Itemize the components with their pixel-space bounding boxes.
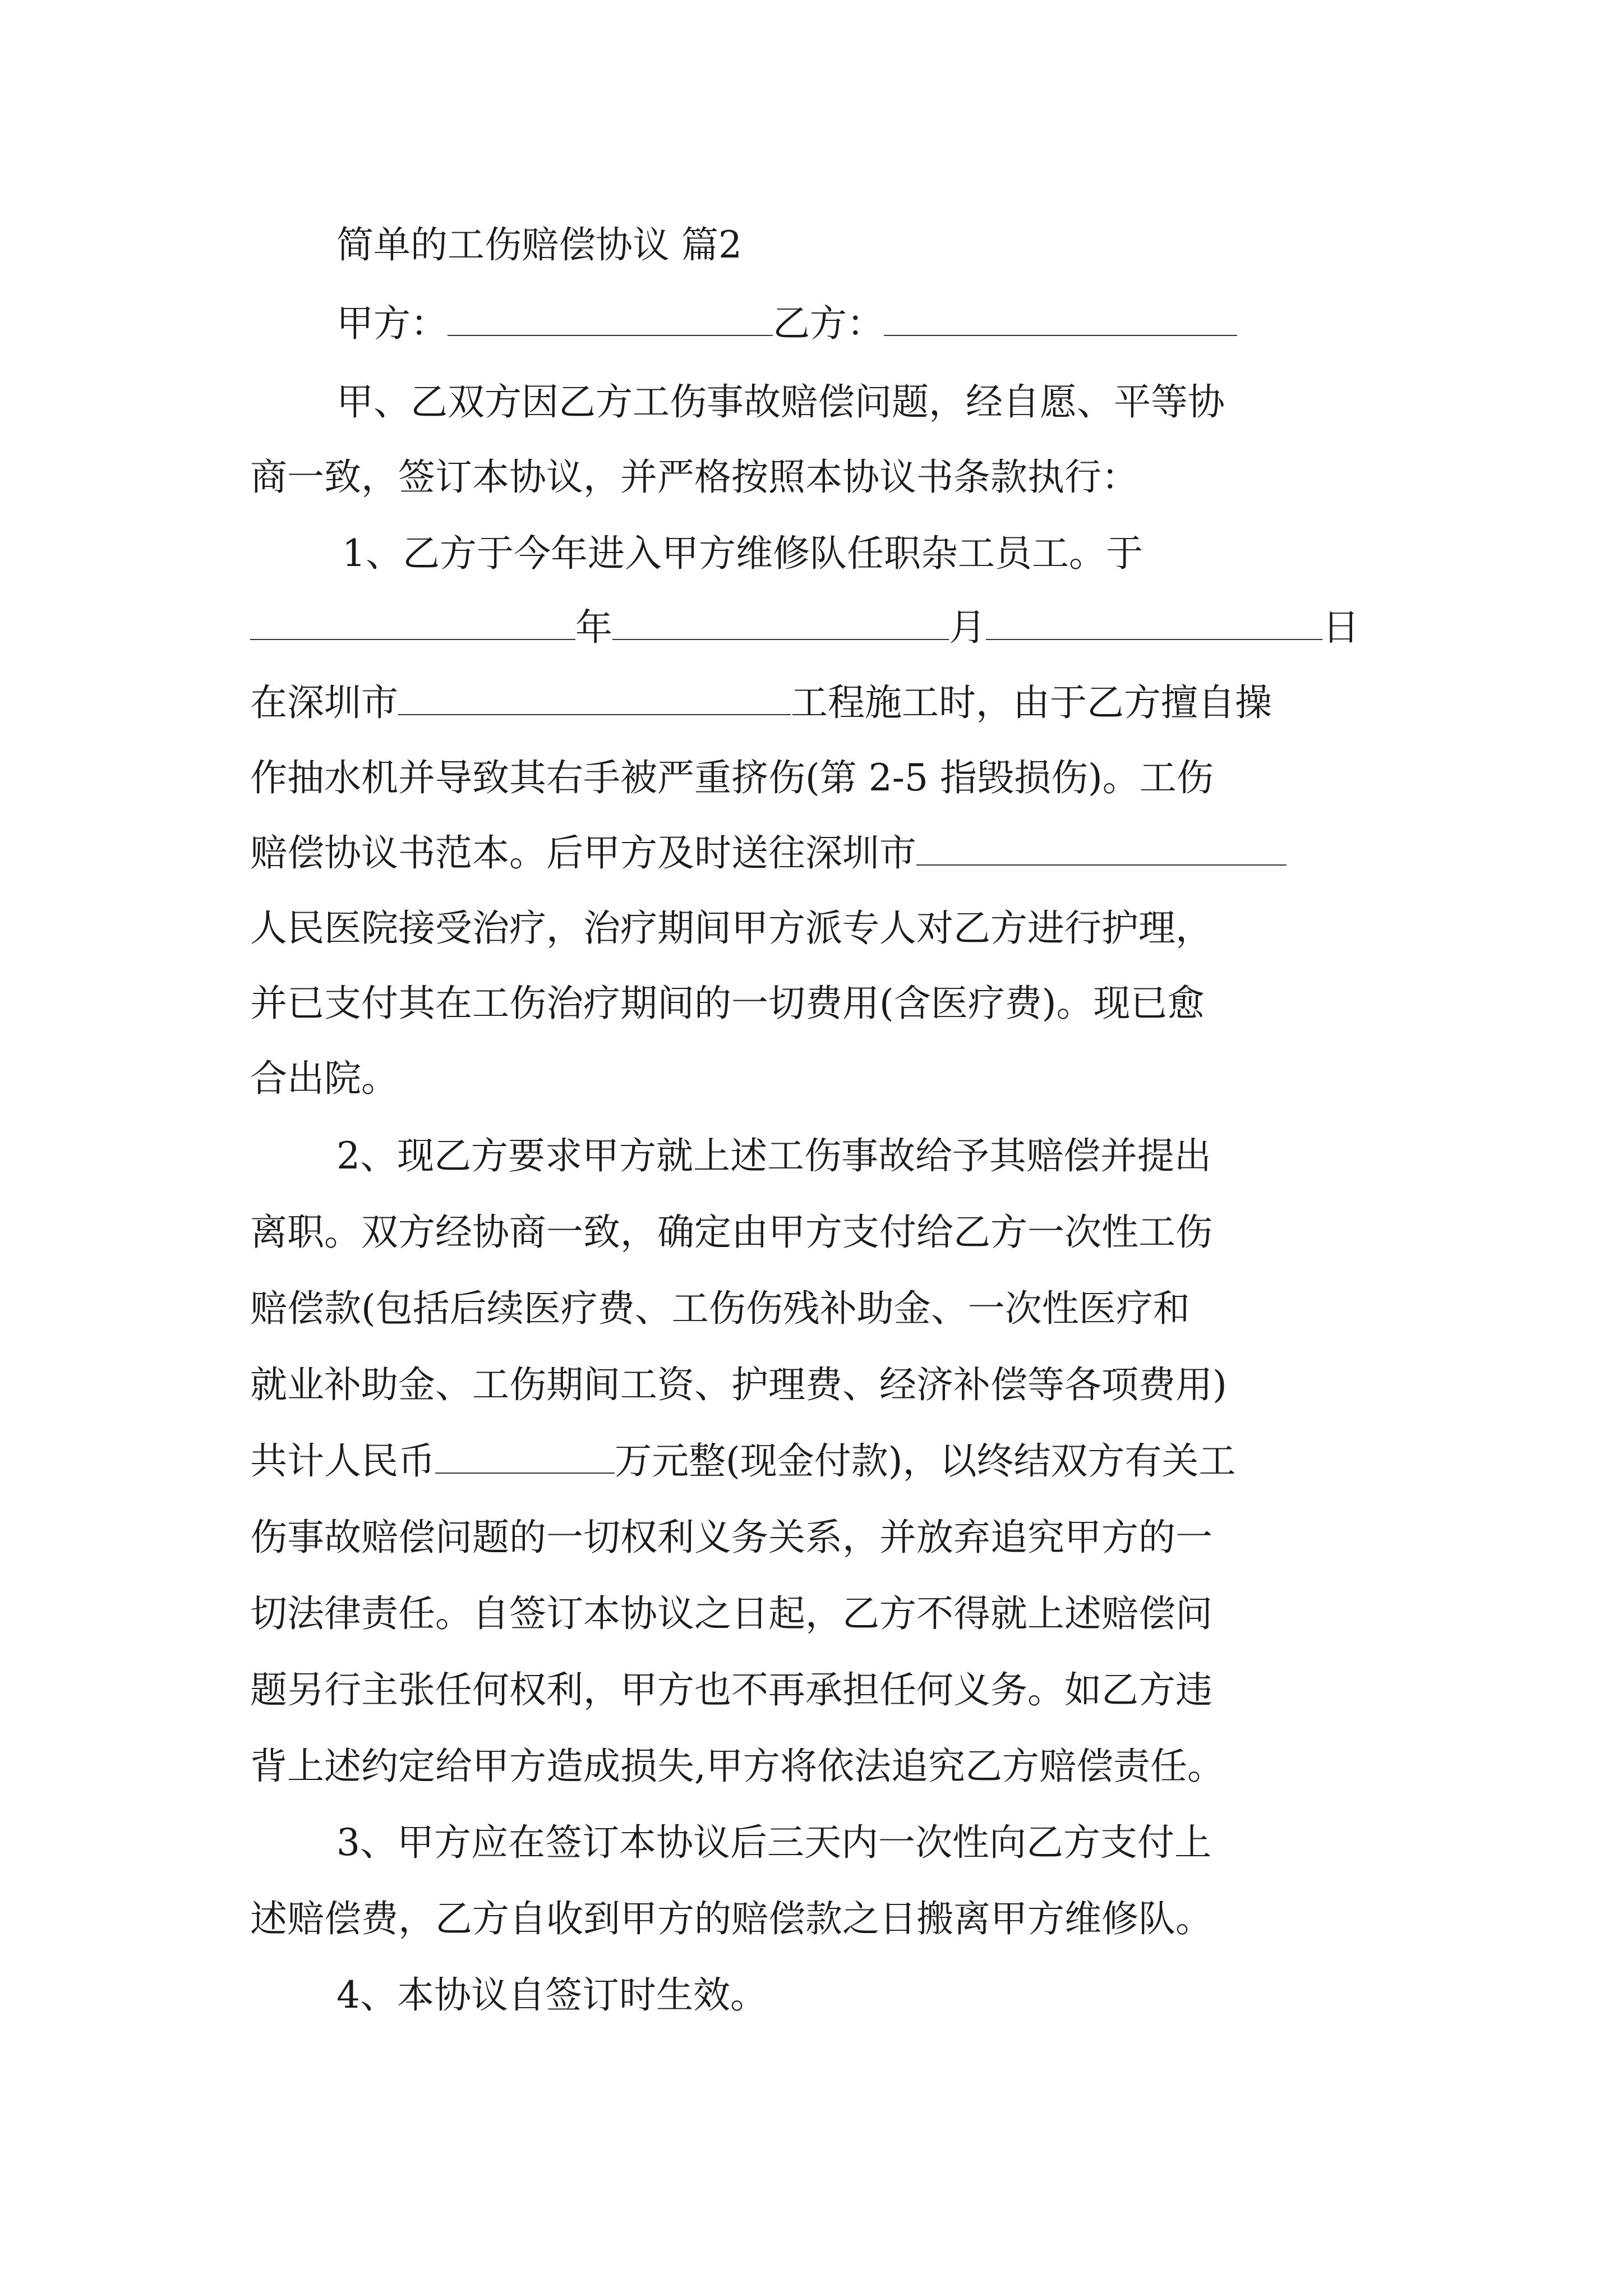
clause2-line-6: 伤事故赔偿问题的一切权利义务关系，并放弃追究甲方的一 <box>250 1516 1212 1559</box>
clause1-line-8: 合出院。 <box>250 1057 398 1100</box>
clause3-line-1: 3、甲方应在签订本协议后三天内一次性向乙方支付上 <box>336 1821 1211 1864</box>
document-title: 简单的工伤赔偿协议 篇2 <box>336 223 742 266</box>
clause2-line-9: 背上述约定给甲方造成损失,甲方将依法追究乙方赔偿责任。 <box>250 1745 1224 1788</box>
party-a-label: 甲方： <box>336 302 448 345</box>
month-label: 月 <box>949 606 986 649</box>
intro-line-2: 商一致，签订本协议，并严格按照本协议书条款执行： <box>250 455 1138 499</box>
clause1-line-7: 并已支付其在工伤治疗期间的一切费用(含医疗费)。现已愈 <box>250 982 1205 1025</box>
clause1-line-6: 人民医院接受治疗，治疗期间甲方派专人对乙方进行护理， <box>250 907 1212 950</box>
intro-line-1: 甲、乙双方因乙方工伤事故赔偿问题，经自愿、平等协 <box>336 380 1225 424</box>
clause2-line-1: 2、现乙方要求甲方就上述工伤事故给予其赔偿并提出 <box>336 1134 1211 1177</box>
clause2-line-4: 就业补助金、工伤期间工资、护理费、经济补偿等各项费用) <box>250 1363 1227 1406</box>
hospital-blank <box>916 832 1287 866</box>
clause2-line-3: 赔偿款(包括后续医疗费、工伤伤残补助金、一次性医疗和 <box>250 1287 1190 1330</box>
day-blank <box>986 606 1322 640</box>
clause1-line-3: 在深圳市 工程施工时，由于乙方擅自操 <box>250 681 1272 724</box>
clause4-line-1: 4、本协议自签订时生效。 <box>336 1973 767 2017</box>
year-label: 年 <box>575 606 612 649</box>
party-b-label: 乙方： <box>773 302 884 345</box>
year-blank <box>250 606 575 640</box>
clause2-line-7: 切法律责任。自签订本协议之日起，乙方不得就上述赔偿问 <box>250 1592 1212 1635</box>
party-b-blank <box>884 302 1237 336</box>
clause2-line-2: 离职。双方经协商一致，确定由甲方支付给乙方一次性工伤 <box>250 1211 1212 1254</box>
month-blank <box>612 606 949 640</box>
location-blank <box>398 682 791 715</box>
amount-blank <box>435 1440 615 1474</box>
clause1-line-5: 赔偿协议书范本。后甲方及时送往深圳市 <box>250 828 1287 878</box>
clause2-line-8: 题另行主张任何权利，甲方也不再承担任何义务。如乙方违 <box>250 1668 1212 1711</box>
clause3-line-2: 述赔偿费，乙方自收到甲方的赔偿款之日搬离甲方维修队。 <box>250 1897 1212 1940</box>
clause1-line-4: 作抽水机并导致其右手被严重挤伤(第 2-5 指毁损伤)。工伤 <box>250 756 1214 799</box>
clause1-date-line <box>250 602 1359 653</box>
party-a-blank <box>448 302 773 336</box>
clause1-line-1: 1、乙方于今年进入甲方维修队任职杂工员工。于 <box>342 532 1143 575</box>
clause2-line-5: 共计人民币 万元整(现金付款)，以终结双方有关工 <box>250 1439 1236 1483</box>
day-label: 日 <box>1322 606 1359 649</box>
parties-line <box>336 298 1237 349</box>
